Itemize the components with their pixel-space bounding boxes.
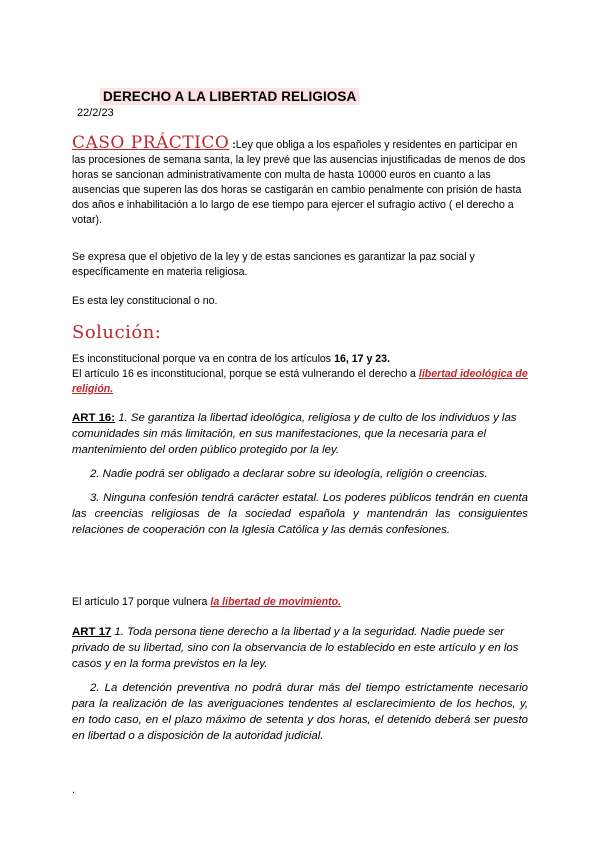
art17-text-1: 1. Toda persona tiene derecho a la libertad y a la seguridad. Nadie puede ser privado de su libertad, sino con la observancia de lo establecido en este artículo y en los casos y en la forma previstos en la ley. xyxy=(72,626,519,670)
solucion-articles: 16, 17 y 23. xyxy=(334,353,391,365)
caso-intro-text: Ley que obliga a los españoles y residentes en participar en las procesiones de semana santa, la ley prevé que las ausencias injustificadas de menos de dos horas se sancionan administrativamente con multa de hasta 10000 euros en cuanto a las ausencias que superen las dos horas se castigarán en cambio penalmente con prisión de hasta dos años e inhabilitación a lo largo de ese tiempo para ejercer el sufragio activo ( el derecho a votar). xyxy=(72,139,526,226)
document-title: DERECHO A LA LIBERTAD RELIGIOSA xyxy=(100,88,359,105)
footer-dot: . xyxy=(72,784,76,796)
caso-colon: : xyxy=(229,139,236,151)
solucion-line-2 xyxy=(72,367,528,397)
caso-intro-paragraph xyxy=(72,133,528,228)
solucion-heading: Solución: xyxy=(72,322,162,343)
document-date: 22/2/23 xyxy=(77,107,114,119)
art16-paragraph-3: 3. Ninguna confesión tendrá carácter estatal. Los poderes públicos tendrán en cuenta las creencias religiosas de la sociedad española y mantendrán las consiguientes relaciones de cooperación con la Iglesia Católica y las demás confesiones. xyxy=(72,492,528,536)
caso-paragraph-2: Se expresa que el objetivo de la ley y de estas sanciones es garantizar la paz social y específicamente en materia religiosa. xyxy=(72,251,475,278)
art17-intro xyxy=(72,595,528,610)
art16-text-1: 1. Se garantiza la libertad ideológica, religiosa y de culto de los individuos y las comunidades sin más limitación, en sus manifestaciones, que la necesaria para el mantenimiento del orden público protegido por la ley. xyxy=(72,412,517,456)
art17-paragraph-2: 2. La detención preventiva no podrá durar más del tiempo estrictamente necesario para la realización de las averiguaciones tendentes al esclarecimiento de los hechos, y, en todo caso, en el plazo máximo de setenta y dos horas, el detenido deberá ser puesto en libertad o a disposición de la autoridad judicial. xyxy=(72,682,528,742)
solucion-line-2-text: El artículo 16 es inconstitucional, porque se está vulnerando el derecho a xyxy=(72,368,419,380)
art16-paragraph-1 xyxy=(72,410,528,458)
art17-paragraph-1 xyxy=(72,624,528,672)
solucion-line-1 xyxy=(72,352,528,367)
caso-heading: CASO PRÁCTICO xyxy=(72,133,230,153)
art16-label: ART 16: xyxy=(72,412,116,424)
libertad-ideologica-link: libertad ideológica de religión. xyxy=(72,368,528,395)
art16-paragraph-2: 2. Nadie podrá ser obligado a declarar sobre su ideología, religión o creencias. xyxy=(90,468,488,480)
art17-label: ART 17 xyxy=(72,626,112,638)
solucion-line-1-text: Es inconstitucional porque va en contra de los artículos xyxy=(72,353,335,365)
libertad-movimiento-link: la libertad de movimiento. xyxy=(210,596,342,608)
caso-paragraph-3: Es esta ley constitucional o no. xyxy=(72,295,218,307)
art17-intro-text: El artículo 17 porque vulnera xyxy=(72,596,211,608)
